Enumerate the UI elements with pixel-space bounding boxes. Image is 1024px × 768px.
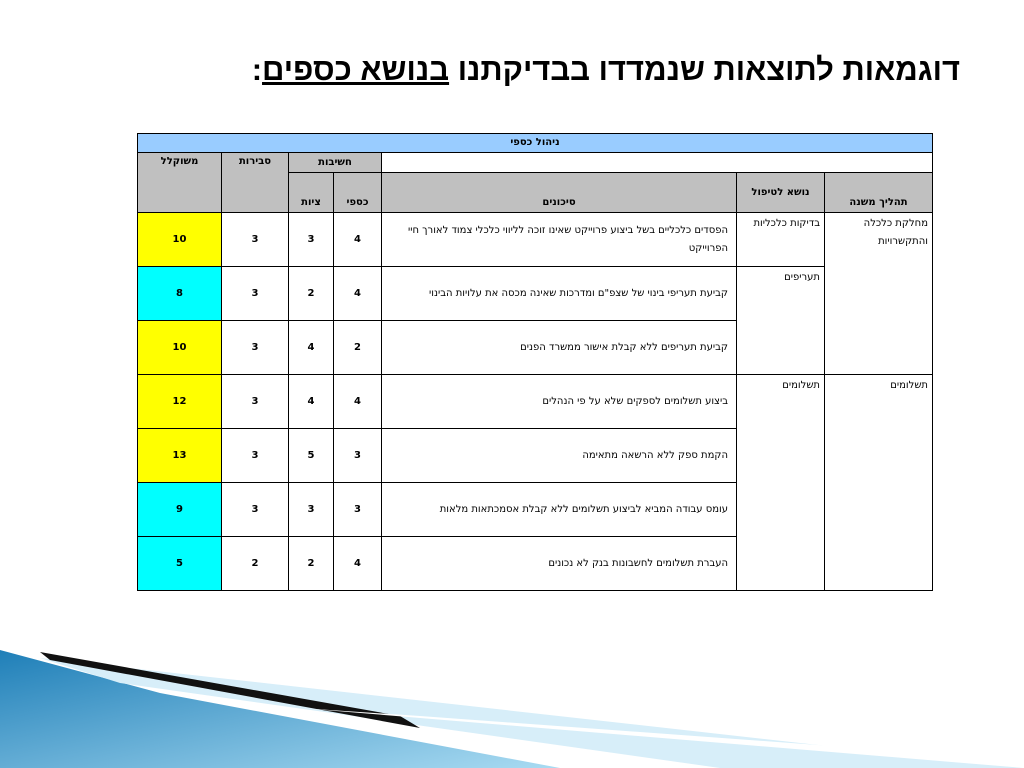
likelihood-cell: 3 (222, 213, 289, 267)
header-risks: סיכונים (382, 173, 737, 213)
risk-cell: קביעת תעריפים ללא קבלת אישור ממשרד הפנים (382, 321, 737, 375)
weighted-cell: 8 (138, 267, 222, 321)
compliance-cell: 3 (289, 213, 334, 267)
header-compliance: ציות (289, 173, 334, 213)
weighted-cell: 9 (138, 483, 222, 537)
risk-table (137, 133, 933, 591)
compliance-cell: 4 (289, 375, 334, 429)
topic-cell: בדיקות כלכליות (737, 213, 825, 267)
likelihood-cell: 3 (222, 483, 289, 537)
risk-cell: קביעת תעריפי בינוי של שצפ"ם ומדרכות שאינה מכסה את עלויות הבינוי (382, 267, 737, 321)
weighted-cell: 10 (138, 321, 222, 375)
weighted-cell: 10 (138, 213, 222, 267)
header-blank (382, 153, 933, 173)
financial-cell: 3 (334, 483, 382, 537)
header-financial: כספי (334, 173, 382, 213)
financial-cell: 4 (334, 267, 382, 321)
risk-cell: עומס עבודה המביא לביצוע תשלומים ללא קבלת אסמכתאות מלאות (382, 483, 737, 537)
likelihood-cell: 3 (222, 429, 289, 483)
financial-cell: 4 (334, 375, 382, 429)
title-underlined: בנושא כספים (262, 52, 450, 87)
header-topic: נושא לטיפול (737, 173, 825, 213)
risk-cell: הקמת ספק ללא הרשאה מתאימה (382, 429, 737, 483)
weighted-cell: 13 (138, 429, 222, 483)
table-row (138, 375, 933, 429)
section-header: ניהול כספי (138, 134, 933, 153)
table-row (138, 267, 933, 321)
subprocess-cell: תשלומים (825, 375, 933, 591)
risk-cell: ביצוע תשלומים לספקים שלא על פי הנהלים (382, 375, 737, 429)
title-main: דוגמאות לתוצאות שנמדדו בבדיקתנו (457, 52, 960, 87)
header-subprocess: תהליך משנה (825, 173, 933, 213)
likelihood-cell: 3 (222, 267, 289, 321)
risk-cell: העברת תשלומים לחשבונות בנק לא נכונים (382, 537, 737, 591)
financial-cell: 3 (334, 429, 382, 483)
compliance-cell: 2 (289, 537, 334, 591)
table-row (138, 213, 933, 267)
topic-cell: תשלומים (737, 375, 825, 591)
header-row-1 (138, 153, 933, 173)
risk-cell: הפסדים כלכליים בשל ביצוע פרוייקט שאינו זוכה לליווי כלכלי צמוד לאורך חיי הפרוייקט (382, 213, 737, 267)
title-suffix: : (251, 52, 263, 87)
likelihood-cell: 3 (222, 321, 289, 375)
slide-decoration (0, 638, 1024, 768)
likelihood-cell: 3 (222, 375, 289, 429)
financial-cell: 4 (334, 537, 382, 591)
subprocess-cell: מחלקת כלכלה והתקשרויות (825, 213, 933, 375)
weighted-cell: 5 (138, 537, 222, 591)
compliance-cell: 3 (289, 483, 334, 537)
financial-cell: 2 (334, 321, 382, 375)
topic-cell: תעריפים (737, 267, 825, 375)
section-header-row (138, 134, 933, 153)
likelihood-cell: 2 (222, 537, 289, 591)
header-importance: חשיבות (289, 153, 382, 173)
compliance-cell: 5 (289, 429, 334, 483)
weighted-cell: 12 (138, 375, 222, 429)
header-likelihood: סבירות (222, 153, 289, 213)
slide-title (0, 52, 960, 88)
financial-cell: 4 (334, 213, 382, 267)
compliance-cell: 2 (289, 267, 334, 321)
header-weighted: משוקלל (138, 153, 222, 213)
compliance-cell: 4 (289, 321, 334, 375)
